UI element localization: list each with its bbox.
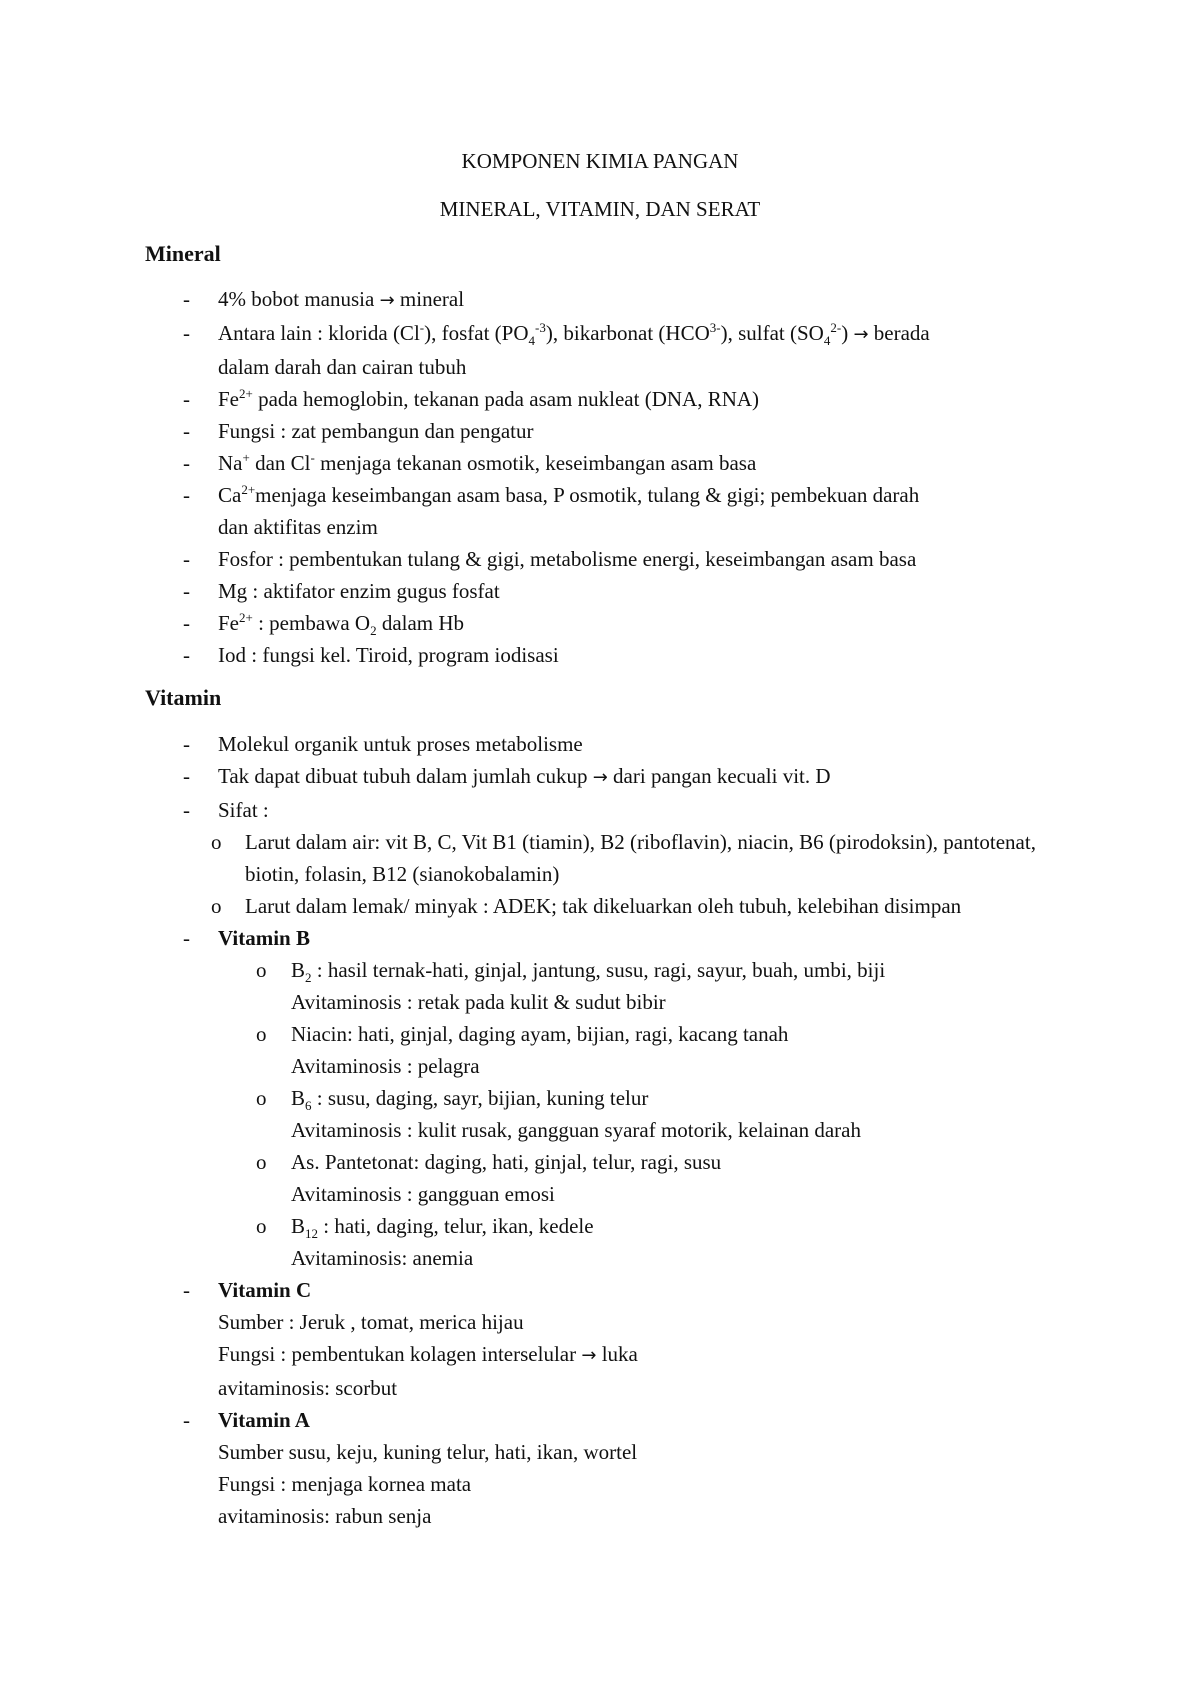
dash-bullet: - [183,419,190,443]
list-item: - Fungsi : zat pembangun dan pengatur [0,415,1200,447]
list-item: - 4% bobot manusia → mineral [0,283,1200,317]
list-item: - $Fe^{2+}$ : pembawa $O_2$ dalam Hb [0,607,1200,639]
dash-bullet: - [183,321,190,345]
circle-bullet: o [256,1022,267,1046]
list-item-vitamin-b [0,922,1200,954]
arrow-icon: → [592,767,608,788]
list-item: - Iod : fungsi kel. Tiroid, program iodisasi [0,639,1200,671]
dash-bullet: - [183,1278,190,1302]
arrow-icon: → [581,1345,597,1366]
list-item: - Antara lain : klorida (Cl-), fosfat $(PO_4^{-3})$, bikarbonat $(HCO^{3-})$, sulfat $(SO_4^{2-})$ → berada dalam darah dan cairan tubuh [0,317,1200,383]
dash-bullet: - [183,579,190,603]
circle-bullet: o [211,830,222,854]
dash-bullet: - [183,451,190,475]
sub-list-item: o $B_{12}$ : hati, daging, telur, ikan, kedele Avitaminosis: anemia [0,1210,1200,1274]
dash-bullet: - [183,387,190,411]
mineral-list [0,283,1200,671]
list-item: - Molekul organik untuk proses metabolisme [0,728,1200,760]
arrow-icon: → [853,324,869,345]
list-item: - $Fe^{2+}$ pada hemoglobin, tekanan pada asam nukleat (DNA, RNA) [0,383,1200,415]
dash-bullet: - [183,611,190,635]
vitamin-b-heading: Vitamin B [218,926,310,950]
sub-list-item: o Larut dalam lemak/ minyak : ADEK; tak dikeluarkan oleh tubuh, kelebihan disimpan [0,890,1200,922]
circle-bullet: o [211,894,222,918]
document-subtitle: MINERAL, VITAMIN, DAN SERAT [439,197,761,221]
dash-bullet: - [183,1408,190,1432]
sub-list-item: o Niacin: hati, ginjal, daging ayam, bijian, ragi, kacang tanah Avitaminosis : pelagra [0,1018,1200,1082]
list-item: - Tak dapat dibuat tubuh dalam jumlah cukup → dari pangan kecuali vit. D [0,760,1200,794]
list-item: - Fosfor : pembentukan tulang & gigi, metabolisme energi, keseimbangan asam basa [0,543,1200,575]
sub-list-item: o $B_6$ : susu, daging, sayr, bijian, kuning telur Avitaminosis : kulit rusak, gangguan syaraf motorik, kelainan darah [0,1082,1200,1146]
list-item: - Sifat : [0,794,1200,826]
circle-bullet: o [256,1150,267,1174]
dash-bullet: - [183,643,190,667]
dash-bullet: - [183,926,190,950]
list-item: - Na+ dan Cl- menjaga tekanan osmotik, keseimbangan asam basa [0,447,1200,479]
vitamin-a-heading: Vitamin A [218,1408,310,1432]
list-item-vitamin-c: - Vitamin C Sumber : Jeruk , tomat, merica hijau Fungsi : pembentukan kolagen interselular → luka avitaminosis: scorbut [0,1274,1200,1404]
section-heading-mineral: Mineral [145,241,221,266]
list-item: - $Ca^{2+}menjaga$ keseimbangan asam basa, P osmotik, tulang & gigi; pembekuan darah dan aktifitas enzim [0,479,1200,543]
circle-bullet: o [256,1214,267,1238]
dash-bullet: - [183,764,190,788]
circle-bullet: o [256,1086,267,1110]
dash-bullet: - [183,732,190,756]
document-title: KOMPONEN KIMIA PANGAN [461,149,739,173]
sub-list-item: o As. Pantetonat: daging, hati, ginjal, telur, ragi, susu Avitaminosis : gangguan emosi [0,1146,1200,1210]
circle-bullet: o [256,958,267,982]
sub-list-item: o Larut dalam air: vit B, C, Vit B1 (tiamin), B2 (riboflavin), niacin, B6 (pirodoksin), pantotenat, biotin, folasin, B12 (sianokobalamin) [0,826,1200,890]
section-heading-vitamin: Vitamin [145,685,222,710]
dash-bullet: - [183,287,190,311]
arrow-icon: → [379,290,395,311]
list-item: - Mg : aktifator enzim gugus fosfat [0,575,1200,607]
vitamin-c-heading: Vitamin C [218,1278,312,1302]
dash-bullet: - [183,798,190,822]
vitamin-list [0,728,1200,1532]
list-item-vitamin-a: - Vitamin A Sumber susu, keju, kuning telur, hati, ikan, wortel Fungsi : menjaga kornea mata avitaminosis: rabun senja [0,1404,1200,1532]
sub-list-item: o $B_2$ : hasil ternak-hati, ginjal, jantung, susu, ragi, sayur, buah, umbi, biji Avitaminosis : retak pada kulit & sudut bibir [0,954,1200,1018]
dash-bullet: - [183,483,190,507]
dash-bullet: - [183,547,190,571]
